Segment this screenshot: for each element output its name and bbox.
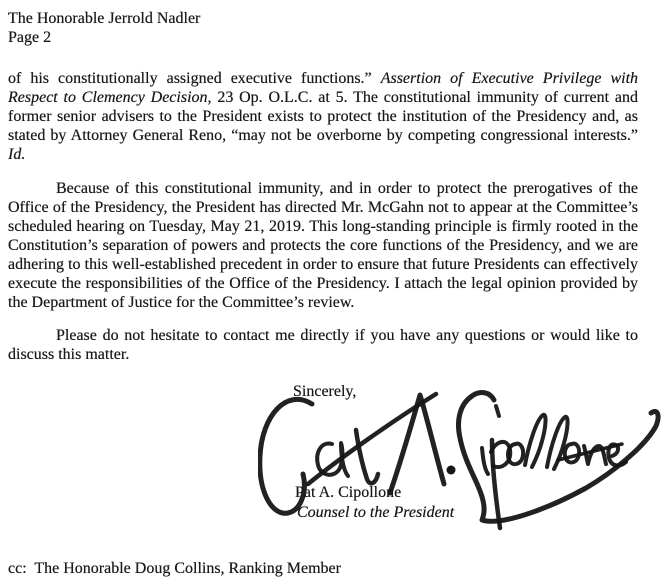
text-line: Constitution’s separation of powers and protects the core functions of the Presidency, and we are: [8, 237, 638, 254]
body-paragraph: [8, 326, 638, 364]
text-line: Id.: [8, 146, 26, 163]
signer-typed-name: Pat A. Cipollone: [295, 484, 402, 501]
text-line: Office of the Presidency, the President has directed Mr. McGahn not to appear at the Committee’s: [8, 199, 638, 216]
cc-line: cc: The Honorable Doug Collins, Ranking Member: [8, 560, 341, 577]
page-number: Page 2: [8, 29, 52, 46]
letter-body: [8, 69, 638, 364]
text-line: Because of this constitutional immunity, and in order to protect the prerogatives of the: [56, 180, 638, 197]
text-line: discuss this matter.: [8, 346, 130, 363]
body-paragraph: [8, 69, 638, 164]
text-line: former senior advisers to the President exists to protect the institution of the Presidency and, as: [8, 108, 638, 125]
text-line: adhering to this well-established precedent in order to ensure that future Presidents can effectively: [8, 256, 638, 273]
text-line: Respect to Clemency Decision, 23 Op. O.L.C. at 5. The constitutional immunity of current and: [8, 89, 638, 106]
text-line: of his constitutionally assigned executive functions.” Assertion of Executive Privilege with: [8, 70, 639, 87]
text-line: stated by Attorney General Reno, “may not be overborne by competing congressional interests.”: [8, 127, 638, 144]
text-line: Please do not hesitate to contact me directly if you have any questions or would like to: [56, 327, 638, 344]
text-line: execute the responsibilities of the Office of the Presidency. I attach the legal opinion provided by: [8, 275, 638, 292]
text-line: the Department of Justice for the Committee’s review.: [8, 294, 355, 311]
letter-header: [8, 9, 200, 47]
text-line: scheduled hearing on Tuesday, May 21, 2019. This long-standing principle is firmly rooted in the: [8, 218, 638, 235]
signer-typed-title: Counsel to the President: [297, 504, 455, 521]
recipient-line: The Honorable Jerrold Nadler: [8, 10, 201, 27]
body-paragraph: [8, 179, 638, 312]
closing-salutation: Sincerely,: [293, 383, 357, 400]
